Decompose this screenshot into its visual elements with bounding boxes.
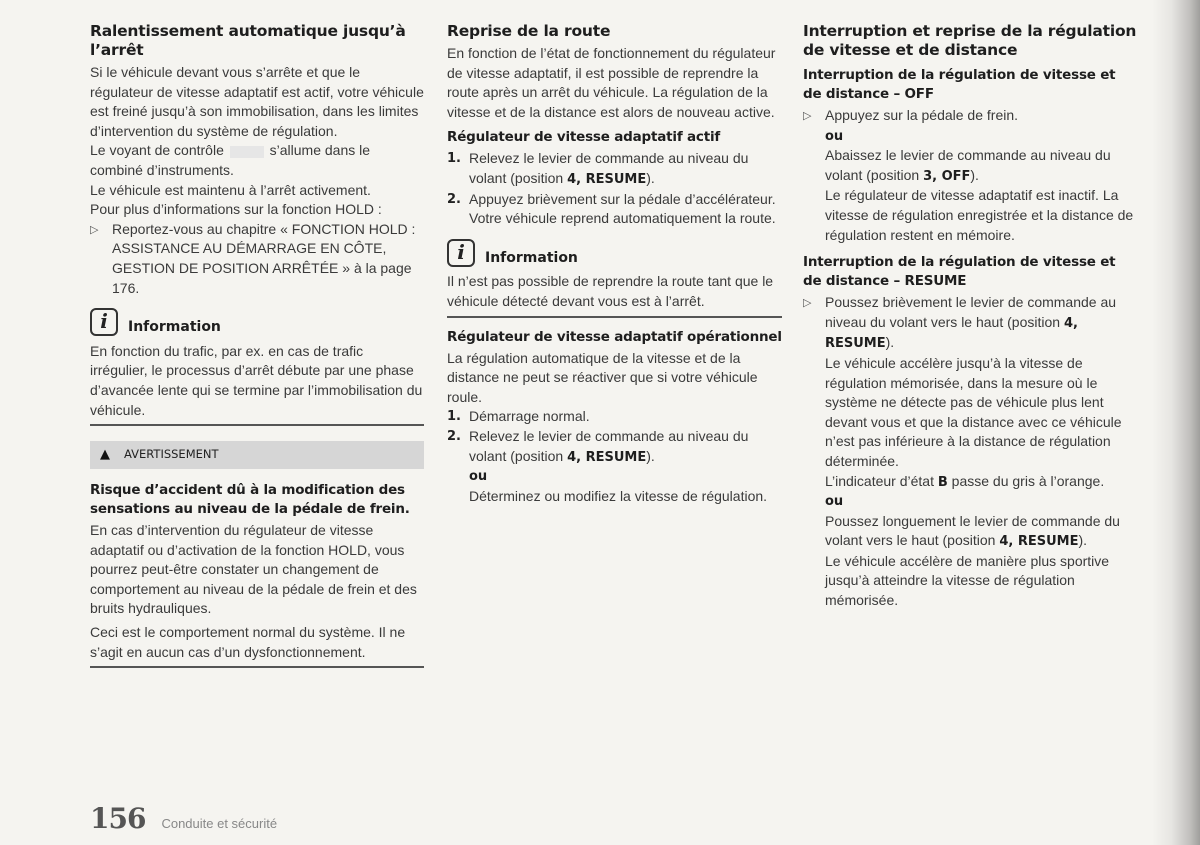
- divider: [447, 316, 782, 318]
- subsection-title: Interruption de la régulation de vitesse et de distance – OFF: [803, 67, 1116, 102]
- section-name: Conduite et sécurité: [161, 816, 278, 831]
- step-item: 2. Appuyez brièvement sur la pédale d’accélérateur.: [447, 190, 776, 207]
- section-title: Interruption et reprise de la régulation de vitesse et de distance: [803, 22, 1137, 59]
- warning-icon: ▲: [100, 447, 110, 463]
- or-label: ou: [825, 128, 844, 144]
- bullet-item: ▷ Reportez-vous au chapitre « FONCTION HOLD : ASSISTANCE AU DÉMARRAGE EN CÔTE, GESTION DE POSITION ARRÊTÉE » à la page 176.: [90, 220, 424, 298]
- triangle-bullet-icon: ▷: [90, 223, 99, 236]
- info-header: [90, 306, 424, 338]
- info-title: Information: [128, 319, 221, 336]
- divider: [90, 424, 424, 426]
- paragraph: L’indicateur d’état B passe du gris à l’orange.: [825, 472, 1105, 490]
- or-label: ou: [825, 494, 844, 510]
- paragraph: La régulation automatique de la vitesse et de la distance ne peut se réactiver que si votre véhicule roule.: [447, 349, 758, 405]
- triangle-bullet-icon: ▷: [803, 297, 812, 310]
- warning-label: AVERTISSEMENT: [124, 447, 219, 462]
- info-header: [447, 237, 782, 269]
- page-number: 156: [90, 802, 146, 835]
- page-gutter-shadow: [1152, 0, 1200, 845]
- warning-title: Risque d’accident dû à la modification des sensations au niveau de la pédale de frein.: [90, 482, 410, 518]
- paragraph: Le véhicule est maintenu à l’arrêt activement.: [90, 181, 371, 198]
- step-item: 1. Démarrage normal.: [447, 408, 590, 425]
- section-title: Reprise de la route: [447, 22, 611, 40]
- paragraph: Le véhicule accélère jusqu’à la vitesse de régulation mémorisée, dans la mesure où le système ne détecte pas de véhicule plus lent devant vous et que la distance avec ce véhicule n’est pas inférieure à la distance de régulation déterminée.: [825, 354, 1122, 469]
- paragraph: Le véhicule accélère de manière plus sportive jusqu’à atteindre la vitesse de régulation mémorisée.: [825, 552, 1110, 609]
- info-icon: i: [90, 308, 118, 336]
- section-title: Ralentissement automatique jusqu’à l’arrêt: [90, 22, 406, 59]
- info-text: En fonction du trafic, par ex. en cas de trafic irrégulier, le processus d’arrêt débute par une phase d’avancée lente qui se termine par l’immobilisation du véhicule.: [90, 342, 423, 418]
- column-2: [447, 22, 782, 506]
- page-footer: [90, 802, 277, 835]
- step-item: 1. Relevez le levier de commande au niveau du volant (position 4, RESUME).: [447, 150, 749, 187]
- divider: [90, 666, 424, 668]
- paragraph: Si le véhicule devant vous s’arrête et que le régulateur de vitesse adaptatif est actif, votre véhicule est freiné jusqu’à son immobilisation, dans les limites d’intervention du système de régulation.: [90, 64, 424, 139]
- subsection-title: Régulateur de vitesse adaptatif actif: [447, 129, 721, 146]
- paragraph: Abaissez le levier de commande au niveau du volant (position 3, OFF).: [825, 147, 1111, 184]
- column-1: [90, 22, 424, 668]
- step-result: Déterminez ou modifiez la vitesse de régulation.: [469, 487, 768, 504]
- paragraph: Le régulateur de vitesse adaptatif est inactif. La vitesse de régulation enregistrée et la distance de régulation restent en mémoire.: [825, 187, 1134, 243]
- info-title: Information: [485, 249, 578, 266]
- paragraph: Pour plus d’informations sur la fonction HOLD :: [90, 201, 382, 218]
- subsection-title: Interruption de la régulation de vitesse et de distance – RESUME: [803, 254, 1116, 290]
- hold-indicator-icon: [230, 146, 264, 158]
- paragraph: Le voyant de contrôle s’allume dans le combiné d’instruments.: [90, 142, 371, 178]
- bullet-item: ▷ Appuyez sur la pédale de frein.: [803, 106, 1138, 127]
- or-label: ou: [469, 469, 488, 485]
- step-item: 2. Relevez le levier de commande au niveau du volant (position 4, RESUME).: [447, 427, 749, 465]
- info-icon: i: [447, 239, 475, 267]
- warning-bar: [90, 441, 424, 469]
- step-result: Votre véhicule reprend automatiquement la route.: [469, 210, 776, 227]
- triangle-bullet-icon: ▷: [803, 110, 812, 122]
- info-text: Il n’est pas possible de reprendre la route tant que le véhicule détecté devant vous est à l’arrêt.: [447, 273, 774, 309]
- paragraph: Poussez longuement le levier de commande du volant vers le haut (position 4, RESUME).: [825, 512, 1120, 550]
- paragraph: En fonction de l’état de fonctionnement du régulateur de vitesse adaptatif, il est possible de reprendre la route après un arrêt du véhicule. La régulation de la vitesse et de la distance est alors de nouveau active.: [447, 45, 776, 120]
- column-3: [803, 22, 1138, 611]
- warning-text: En cas d’intervention du régulateur de vitesse adaptatif ou d’activation de la fonction HOLD, vous pourrez peut-être constater un changement de comportement au niveau de la pédale de frein et des bruits hydrauliques.: [90, 522, 417, 617]
- subsection-title: Régulateur de vitesse adaptatif opérationnel: [447, 328, 782, 345]
- warning-text: Ceci est le comportement normal du système. Il ne s’agit en aucun cas d’un dysfonctionnement.: [90, 624, 406, 660]
- bullet-item: ▷ Poussez brièvement le levier de commande au niveau du volant vers le haut (position 4, RESUME).: [803, 293, 1138, 354]
